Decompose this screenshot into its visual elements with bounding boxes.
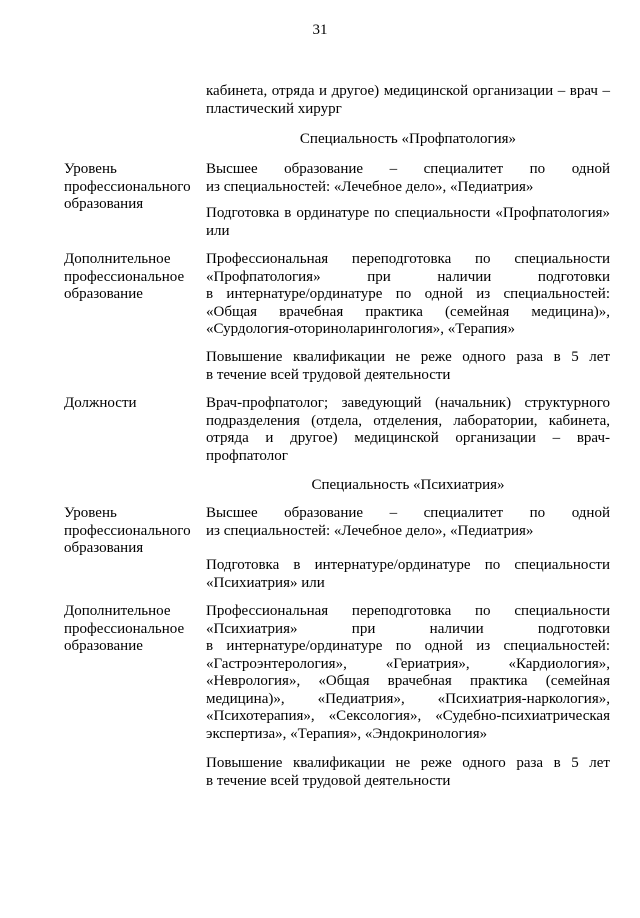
training-text <box>206 557 610 592</box>
text-line: в интернатуре/ординатуре по одной из специальностей: <box>206 638 610 654</box>
text-line: «Неврология», «Общая врачебная практика (семейная <box>206 673 610 689</box>
qualification-text <box>206 755 610 790</box>
text-line: Повышение квалификации не реже одного раза в 5 лет <box>206 349 610 365</box>
text-line: Подготовка в ординатуре по специальности «Профпатология» <box>206 205 610 221</box>
text-line: в течение всей трудовой деятельности <box>206 366 451 383</box>
text-line: медицина)», «Педиатрия», «Психиатрия-наркология», <box>206 690 610 707</box>
text-line: «Психиатрия» при наличии подготовки <box>206 620 610 637</box>
additional-education-label: Дополнительное профессиональное образование <box>64 251 185 302</box>
text-line: Высшее образование – специалитет по одной <box>206 505 610 521</box>
text-line: Профессиональная переподготовка по специальности <box>206 603 610 619</box>
text-line: «Психотерапия», «Сексология», «Судебно-психиатрическая <box>206 708 610 724</box>
text-line: Высшее образование – специалитет по одной <box>206 161 610 177</box>
section-title-psychiatry: Специальность «Психиатрия» <box>311 477 505 493</box>
text-line: «Сурдология-оториноларингология», «Терапия» <box>206 321 515 337</box>
level-label: Уровень профессионального образования <box>64 161 191 212</box>
training-text <box>206 205 610 240</box>
level-label: Уровень профессионального образования <box>64 505 191 556</box>
level-text <box>206 161 610 196</box>
text-line: из специальностей: «Лечебное дело», «Педиатрия» <box>206 522 534 539</box>
text-line: из специальностей: «Лечебное дело», «Педиатрия» <box>206 178 534 195</box>
additional-education-label: Дополнительное профессиональное образование <box>64 603 185 654</box>
text-line: Подготовка в интернатуре/ординатуре по специальности <box>206 557 610 573</box>
text-line: Врач-профпатолог; заведующий (начальник) структурного <box>206 395 610 411</box>
text-line: в течение всей трудовой деятельности <box>206 772 451 789</box>
text-line: Профессиональная переподготовка по специальности <box>206 251 610 267</box>
positions-label: Должности <box>64 395 137 411</box>
text-line: «Общая врачебная практика (семейная медицина)», <box>206 303 610 320</box>
text-line: «Профпатология» при наличии подготовки <box>206 268 610 285</box>
section-title-profpathology: Специальность «Профпатология» <box>299 131 517 147</box>
qualification-text <box>206 349 610 384</box>
text-line: экспертиза», «Терапия», «Эндокринология» <box>206 725 488 742</box>
text-line: или <box>206 222 230 239</box>
text-line: «Психиатрия» или <box>206 574 325 591</box>
page-number: 31 <box>312 22 328 38</box>
positions-text <box>206 395 610 465</box>
continuation-text: кабинета, отряда и другое) медицинской организации – врач – пластический хирург <box>206 83 610 117</box>
text-line: «Гастроэнтерология», «Гериатрия», «Кардиология», <box>206 655 610 672</box>
level-text <box>206 505 610 540</box>
additional-education-text <box>206 603 610 743</box>
text-line: отряда и другое) медицинской организации – врач- <box>206 430 610 446</box>
text-line: Повышение квалификации не реже одного раза в 5 лет <box>206 755 610 771</box>
text-line: профпатолог <box>206 447 288 464</box>
text-line: в интернатуре/ординатуре по одной из специальностей: <box>206 286 610 302</box>
text-line: подразделения (отдела, отделения, лаборатории, кабинета, <box>206 412 610 429</box>
additional-education-text <box>206 251 610 339</box>
